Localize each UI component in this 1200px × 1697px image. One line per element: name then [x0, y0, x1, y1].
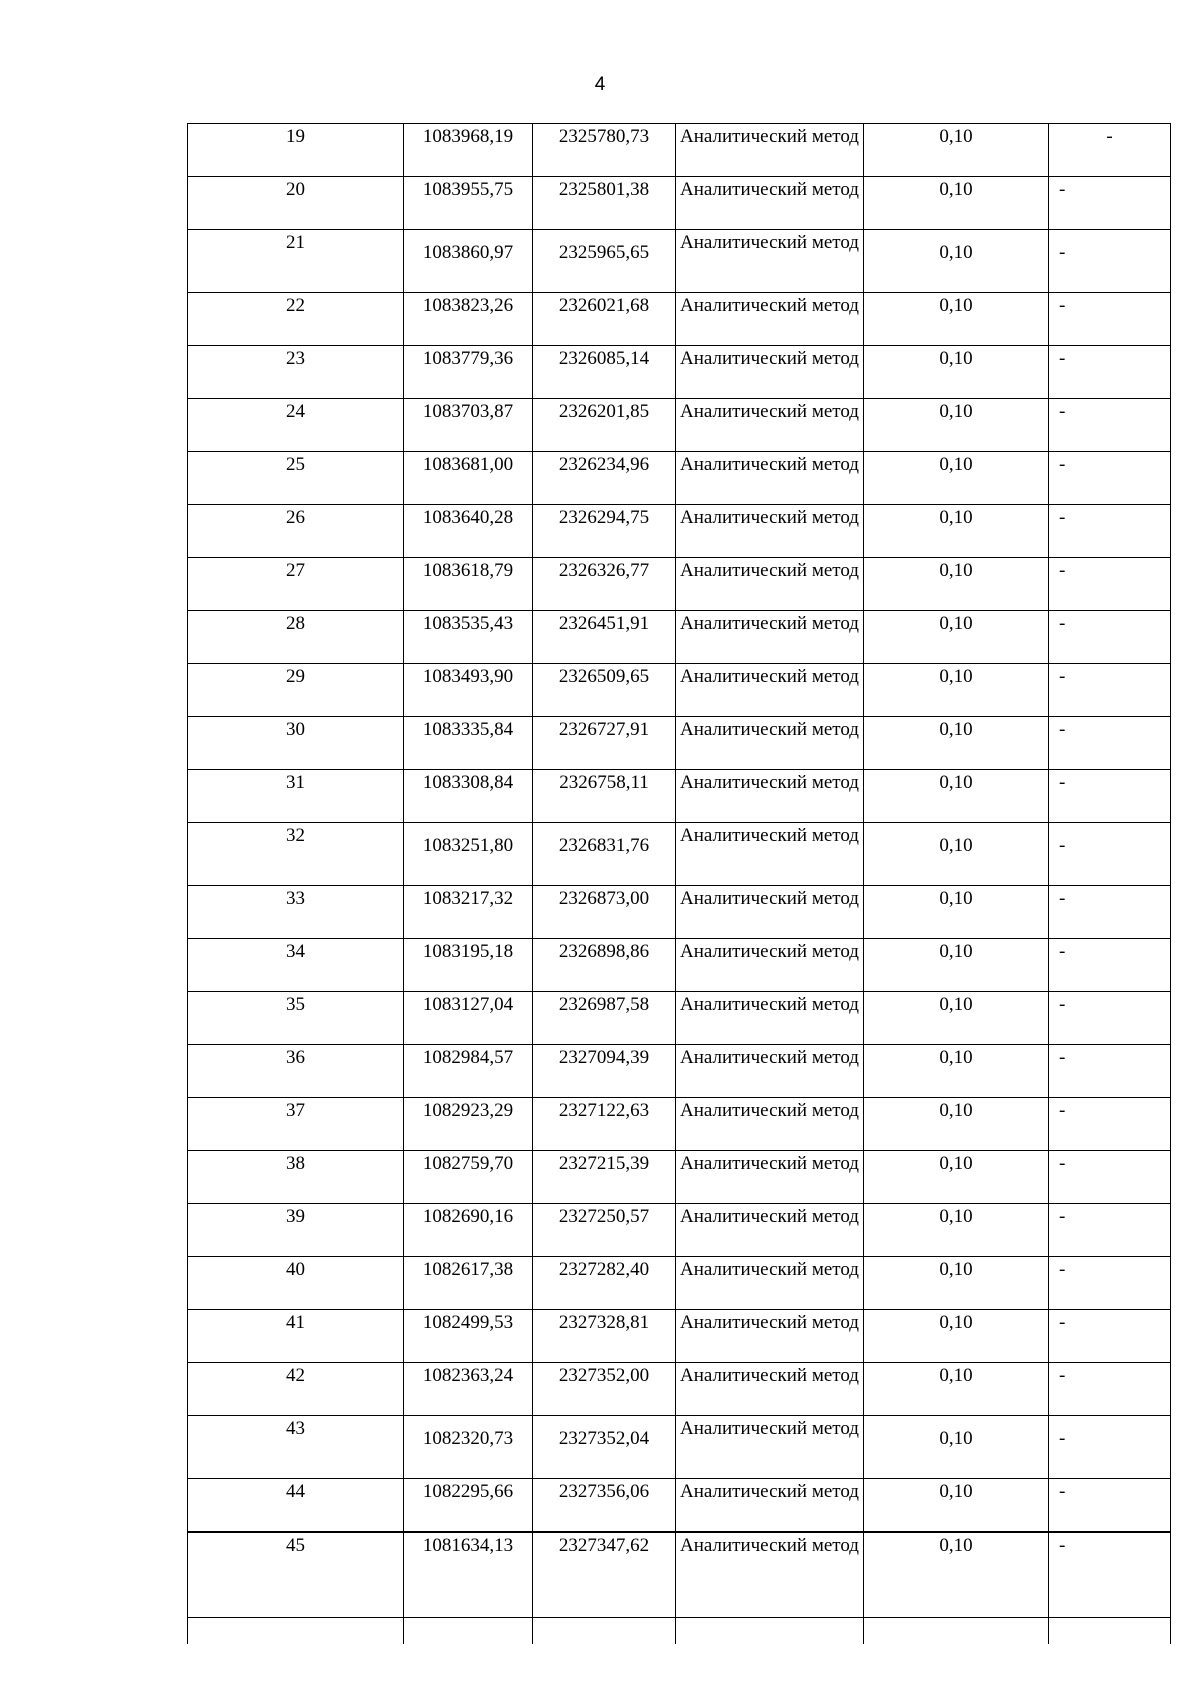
table-row [188, 992, 1171, 1045]
y-coordinate-cell: 2326085,14 [533, 346, 676, 399]
method-cell: Аналитический метод [676, 1257, 864, 1310]
point-number-cell: 22 [188, 293, 404, 346]
method-cell: Аналитический метод [676, 664, 864, 717]
point-number-cell: 32 [188, 823, 404, 886]
table-row [188, 611, 1171, 664]
note-cell: - [1049, 230, 1171, 293]
note-cell: - [1049, 1310, 1171, 1363]
point-number-cell: 31 [188, 770, 404, 823]
table-row [188, 177, 1171, 230]
page-number: 4 [594, 74, 606, 95]
x-coordinate-cell: 1082759,70 [404, 1151, 533, 1204]
x-coordinate-cell: 1082923,29 [404, 1098, 533, 1151]
table-row [188, 399, 1171, 452]
accuracy-cell: 0,10 [864, 992, 1049, 1045]
accuracy-cell: 0,10 [864, 770, 1049, 823]
x-coordinate-cell: 1082617,38 [404, 1257, 533, 1310]
y-coordinate-cell: 2325801,38 [533, 177, 676, 230]
table-row [188, 230, 1171, 293]
method-cell: Аналитический метод [676, 886, 864, 939]
x-coordinate-cell: 1083127,04 [404, 992, 533, 1045]
method-cell: Аналитический метод [676, 717, 864, 770]
point-number-cell: 43 [188, 1416, 404, 1479]
x-coordinate-cell: 1083493,90 [404, 664, 533, 717]
note-cell: - [1049, 1045, 1171, 1098]
table-continuation-row [188, 1618, 1171, 1645]
accuracy-cell: 0,10 [864, 505, 1049, 558]
accuracy-cell: 0,10 [864, 1363, 1049, 1416]
point-number-cell: 38 [188, 1151, 404, 1204]
table-row [188, 558, 1171, 611]
note-cell: - [1049, 939, 1171, 992]
y-coordinate-cell: 2327215,39 [533, 1151, 676, 1204]
y-coordinate-cell: 2326201,85 [533, 399, 676, 452]
point-number-cell: 36 [188, 1045, 404, 1098]
table-row [188, 717, 1171, 770]
method-cell: Аналитический метод [676, 558, 864, 611]
note-cell: - [1049, 505, 1171, 558]
empty-cell [676, 1618, 864, 1645]
point-number-cell: 34 [188, 939, 404, 992]
accuracy-cell: 0,10 [864, 1151, 1049, 1204]
method-cell: Аналитический метод [676, 1151, 864, 1204]
note-cell: - [1049, 886, 1171, 939]
table-row [188, 346, 1171, 399]
method-cell: Аналитический метод [676, 293, 864, 346]
table-row [188, 505, 1171, 558]
accuracy-cell: 0,10 [864, 886, 1049, 939]
y-coordinate-cell: 2326727,91 [533, 717, 676, 770]
accuracy-cell: 0,10 [864, 177, 1049, 230]
x-coordinate-cell: 1083195,18 [404, 939, 533, 992]
method-cell: Аналитический метод [676, 1310, 864, 1363]
point-number-cell: 20 [188, 177, 404, 230]
point-number-cell: 19 [188, 124, 404, 177]
point-number-cell: 37 [188, 1098, 404, 1151]
method-cell: Аналитический метод [676, 399, 864, 452]
accuracy-cell: 0,10 [864, 1532, 1049, 1618]
x-coordinate-cell: 1083618,79 [404, 558, 533, 611]
point-number-cell: 26 [188, 505, 404, 558]
y-coordinate-cell: 2326987,58 [533, 992, 676, 1045]
accuracy-cell: 0,10 [864, 1204, 1049, 1257]
table-row [188, 1151, 1171, 1204]
accuracy-cell: 0,10 [864, 1045, 1049, 1098]
accuracy-cell: 0,10 [864, 230, 1049, 293]
note-cell: - [1049, 1151, 1171, 1204]
accuracy-cell: 0,10 [864, 717, 1049, 770]
accuracy-cell: 0,10 [864, 1310, 1049, 1363]
point-number-cell: 35 [188, 992, 404, 1045]
point-number-cell: 23 [188, 346, 404, 399]
x-coordinate-cell: 1083251,80 [404, 823, 533, 886]
y-coordinate-cell: 2326021,68 [533, 293, 676, 346]
empty-cell [533, 1618, 676, 1645]
y-coordinate-cell: 2326873,00 [533, 886, 676, 939]
y-coordinate-cell: 2327352,04 [533, 1416, 676, 1479]
y-coordinate-cell: 2327250,57 [533, 1204, 676, 1257]
y-coordinate-cell: 2327122,63 [533, 1098, 676, 1151]
point-number-cell: 41 [188, 1310, 404, 1363]
x-coordinate-cell: 1083860,97 [404, 230, 533, 293]
x-coordinate-cell: 1082320,73 [404, 1416, 533, 1479]
accuracy-cell: 0,10 [864, 452, 1049, 505]
note-cell: - [1049, 124, 1171, 177]
coordinates-table-body [188, 124, 1171, 1645]
note-cell: - [1049, 992, 1171, 1045]
point-number-cell: 24 [188, 399, 404, 452]
y-coordinate-cell: 2327356,06 [533, 1479, 676, 1533]
table-row [188, 770, 1171, 823]
accuracy-cell: 0,10 [864, 293, 1049, 346]
x-coordinate-cell: 1083640,28 [404, 505, 533, 558]
note-cell: - [1049, 717, 1171, 770]
method-cell: Аналитический метод [676, 823, 864, 886]
table-row [188, 664, 1171, 717]
table-row [188, 1479, 1171, 1533]
table-row [188, 1204, 1171, 1257]
empty-cell [1049, 1618, 1171, 1645]
accuracy-cell: 0,10 [864, 1479, 1049, 1533]
accuracy-cell: 0,10 [864, 823, 1049, 886]
method-cell: Аналитический метод [676, 452, 864, 505]
table-row [188, 1416, 1171, 1479]
note-cell: - [1049, 293, 1171, 346]
note-cell: - [1049, 1257, 1171, 1310]
note-cell: - [1049, 177, 1171, 230]
point-number-cell: 44 [188, 1479, 404, 1533]
accuracy-cell: 0,10 [864, 939, 1049, 992]
accuracy-cell: 0,10 [864, 1416, 1049, 1479]
accuracy-cell: 0,10 [864, 611, 1049, 664]
empty-cell [864, 1618, 1049, 1645]
x-coordinate-cell: 1083535,43 [404, 611, 533, 664]
x-coordinate-cell: 1083335,84 [404, 717, 533, 770]
method-cell: Аналитический метод [676, 1416, 864, 1479]
y-coordinate-cell: 2327282,40 [533, 1257, 676, 1310]
note-cell: - [1049, 1204, 1171, 1257]
y-coordinate-cell: 2326234,96 [533, 452, 676, 505]
method-cell: Аналитический метод [676, 346, 864, 399]
note-cell: - [1049, 770, 1171, 823]
y-coordinate-cell: 2325965,65 [533, 230, 676, 293]
table-row [188, 1310, 1171, 1363]
point-number-cell: 29 [188, 664, 404, 717]
y-coordinate-cell: 2326294,75 [533, 505, 676, 558]
empty-cell [188, 1618, 404, 1645]
note-cell: - [1049, 1416, 1171, 1479]
accuracy-cell: 0,10 [864, 124, 1049, 177]
note-cell: - [1049, 823, 1171, 886]
point-number-cell: 42 [188, 1363, 404, 1416]
note-cell: - [1049, 1479, 1171, 1533]
note-cell: - [1049, 346, 1171, 399]
note-cell: - [1049, 1363, 1171, 1416]
point-number-cell: 25 [188, 452, 404, 505]
note-cell: - [1049, 664, 1171, 717]
x-coordinate-cell: 1083968,19 [404, 124, 533, 177]
x-coordinate-cell: 1082984,57 [404, 1045, 533, 1098]
y-coordinate-cell: 2327347,62 [533, 1532, 676, 1618]
empty-cell [404, 1618, 533, 1645]
accuracy-cell: 0,10 [864, 1098, 1049, 1151]
y-coordinate-cell: 2327094,39 [533, 1045, 676, 1098]
method-cell: Аналитический метод [676, 1204, 864, 1257]
x-coordinate-cell: 1083703,87 [404, 399, 533, 452]
x-coordinate-cell: 1083823,26 [404, 293, 533, 346]
note-cell: - [1049, 1098, 1171, 1151]
x-coordinate-cell: 1083955,75 [404, 177, 533, 230]
accuracy-cell: 0,10 [864, 664, 1049, 717]
method-cell: Аналитический метод [676, 124, 864, 177]
point-number-cell: 40 [188, 1257, 404, 1310]
method-cell: Аналитический метод [676, 505, 864, 558]
note-cell: - [1049, 1532, 1171, 1618]
x-coordinate-cell: 1082499,53 [404, 1310, 533, 1363]
coordinates-table [187, 123, 1171, 1644]
table-row [188, 1098, 1171, 1151]
x-coordinate-cell: 1083217,32 [404, 886, 533, 939]
table-row [188, 939, 1171, 992]
accuracy-cell: 0,10 [864, 1257, 1049, 1310]
y-coordinate-cell: 2326898,86 [533, 939, 676, 992]
y-coordinate-cell: 2326326,77 [533, 558, 676, 611]
method-cell: Аналитический метод [676, 1479, 864, 1533]
accuracy-cell: 0,10 [864, 558, 1049, 611]
table-row [188, 823, 1171, 886]
point-number-cell: 33 [188, 886, 404, 939]
note-cell: - [1049, 611, 1171, 664]
method-cell: Аналитический метод [676, 939, 864, 992]
method-cell: Аналитический метод [676, 1045, 864, 1098]
note-cell: - [1049, 399, 1171, 452]
y-coordinate-cell: 2326831,76 [533, 823, 676, 886]
method-cell: Аналитический метод [676, 770, 864, 823]
point-number-cell: 39 [188, 1204, 404, 1257]
x-coordinate-cell: 1083681,00 [404, 452, 533, 505]
point-number-cell: 30 [188, 717, 404, 770]
y-coordinate-cell: 2327352,00 [533, 1363, 676, 1416]
table-row [188, 886, 1171, 939]
table-row [188, 124, 1171, 177]
method-cell: Аналитический метод [676, 1363, 864, 1416]
table-row [188, 293, 1171, 346]
point-number-cell: 27 [188, 558, 404, 611]
y-coordinate-cell: 2326451,91 [533, 611, 676, 664]
method-cell: Аналитический метод [676, 177, 864, 230]
coordinates-table-wrap [187, 123, 1170, 1644]
y-coordinate-cell: 2327328,81 [533, 1310, 676, 1363]
y-coordinate-cell: 2325780,73 [533, 124, 676, 177]
x-coordinate-cell: 1082690,16 [404, 1204, 533, 1257]
table-row [188, 1532, 1171, 1618]
y-coordinate-cell: 2326509,65 [533, 664, 676, 717]
accuracy-cell: 0,10 [864, 399, 1049, 452]
x-coordinate-cell: 1083779,36 [404, 346, 533, 399]
table-row [188, 1045, 1171, 1098]
point-number-cell: 45 [188, 1532, 404, 1618]
point-number-cell: 28 [188, 611, 404, 664]
table-row [188, 1257, 1171, 1310]
x-coordinate-cell: 1081634,13 [404, 1532, 533, 1618]
note-cell: - [1049, 452, 1171, 505]
x-coordinate-cell: 1082295,66 [404, 1479, 533, 1533]
y-coordinate-cell: 2326758,11 [533, 770, 676, 823]
method-cell: Аналитический метод [676, 611, 864, 664]
method-cell: Аналитический метод [676, 1098, 864, 1151]
method-cell: Аналитический метод [676, 992, 864, 1045]
x-coordinate-cell: 1083308,84 [404, 770, 533, 823]
note-cell: - [1049, 558, 1171, 611]
method-cell: Аналитический метод [676, 1532, 864, 1618]
method-cell: Аналитический метод [676, 230, 864, 293]
table-row [188, 452, 1171, 505]
accuracy-cell: 0,10 [864, 346, 1049, 399]
point-number-cell: 21 [188, 230, 404, 293]
x-coordinate-cell: 1082363,24 [404, 1363, 533, 1416]
table-row [188, 1363, 1171, 1416]
